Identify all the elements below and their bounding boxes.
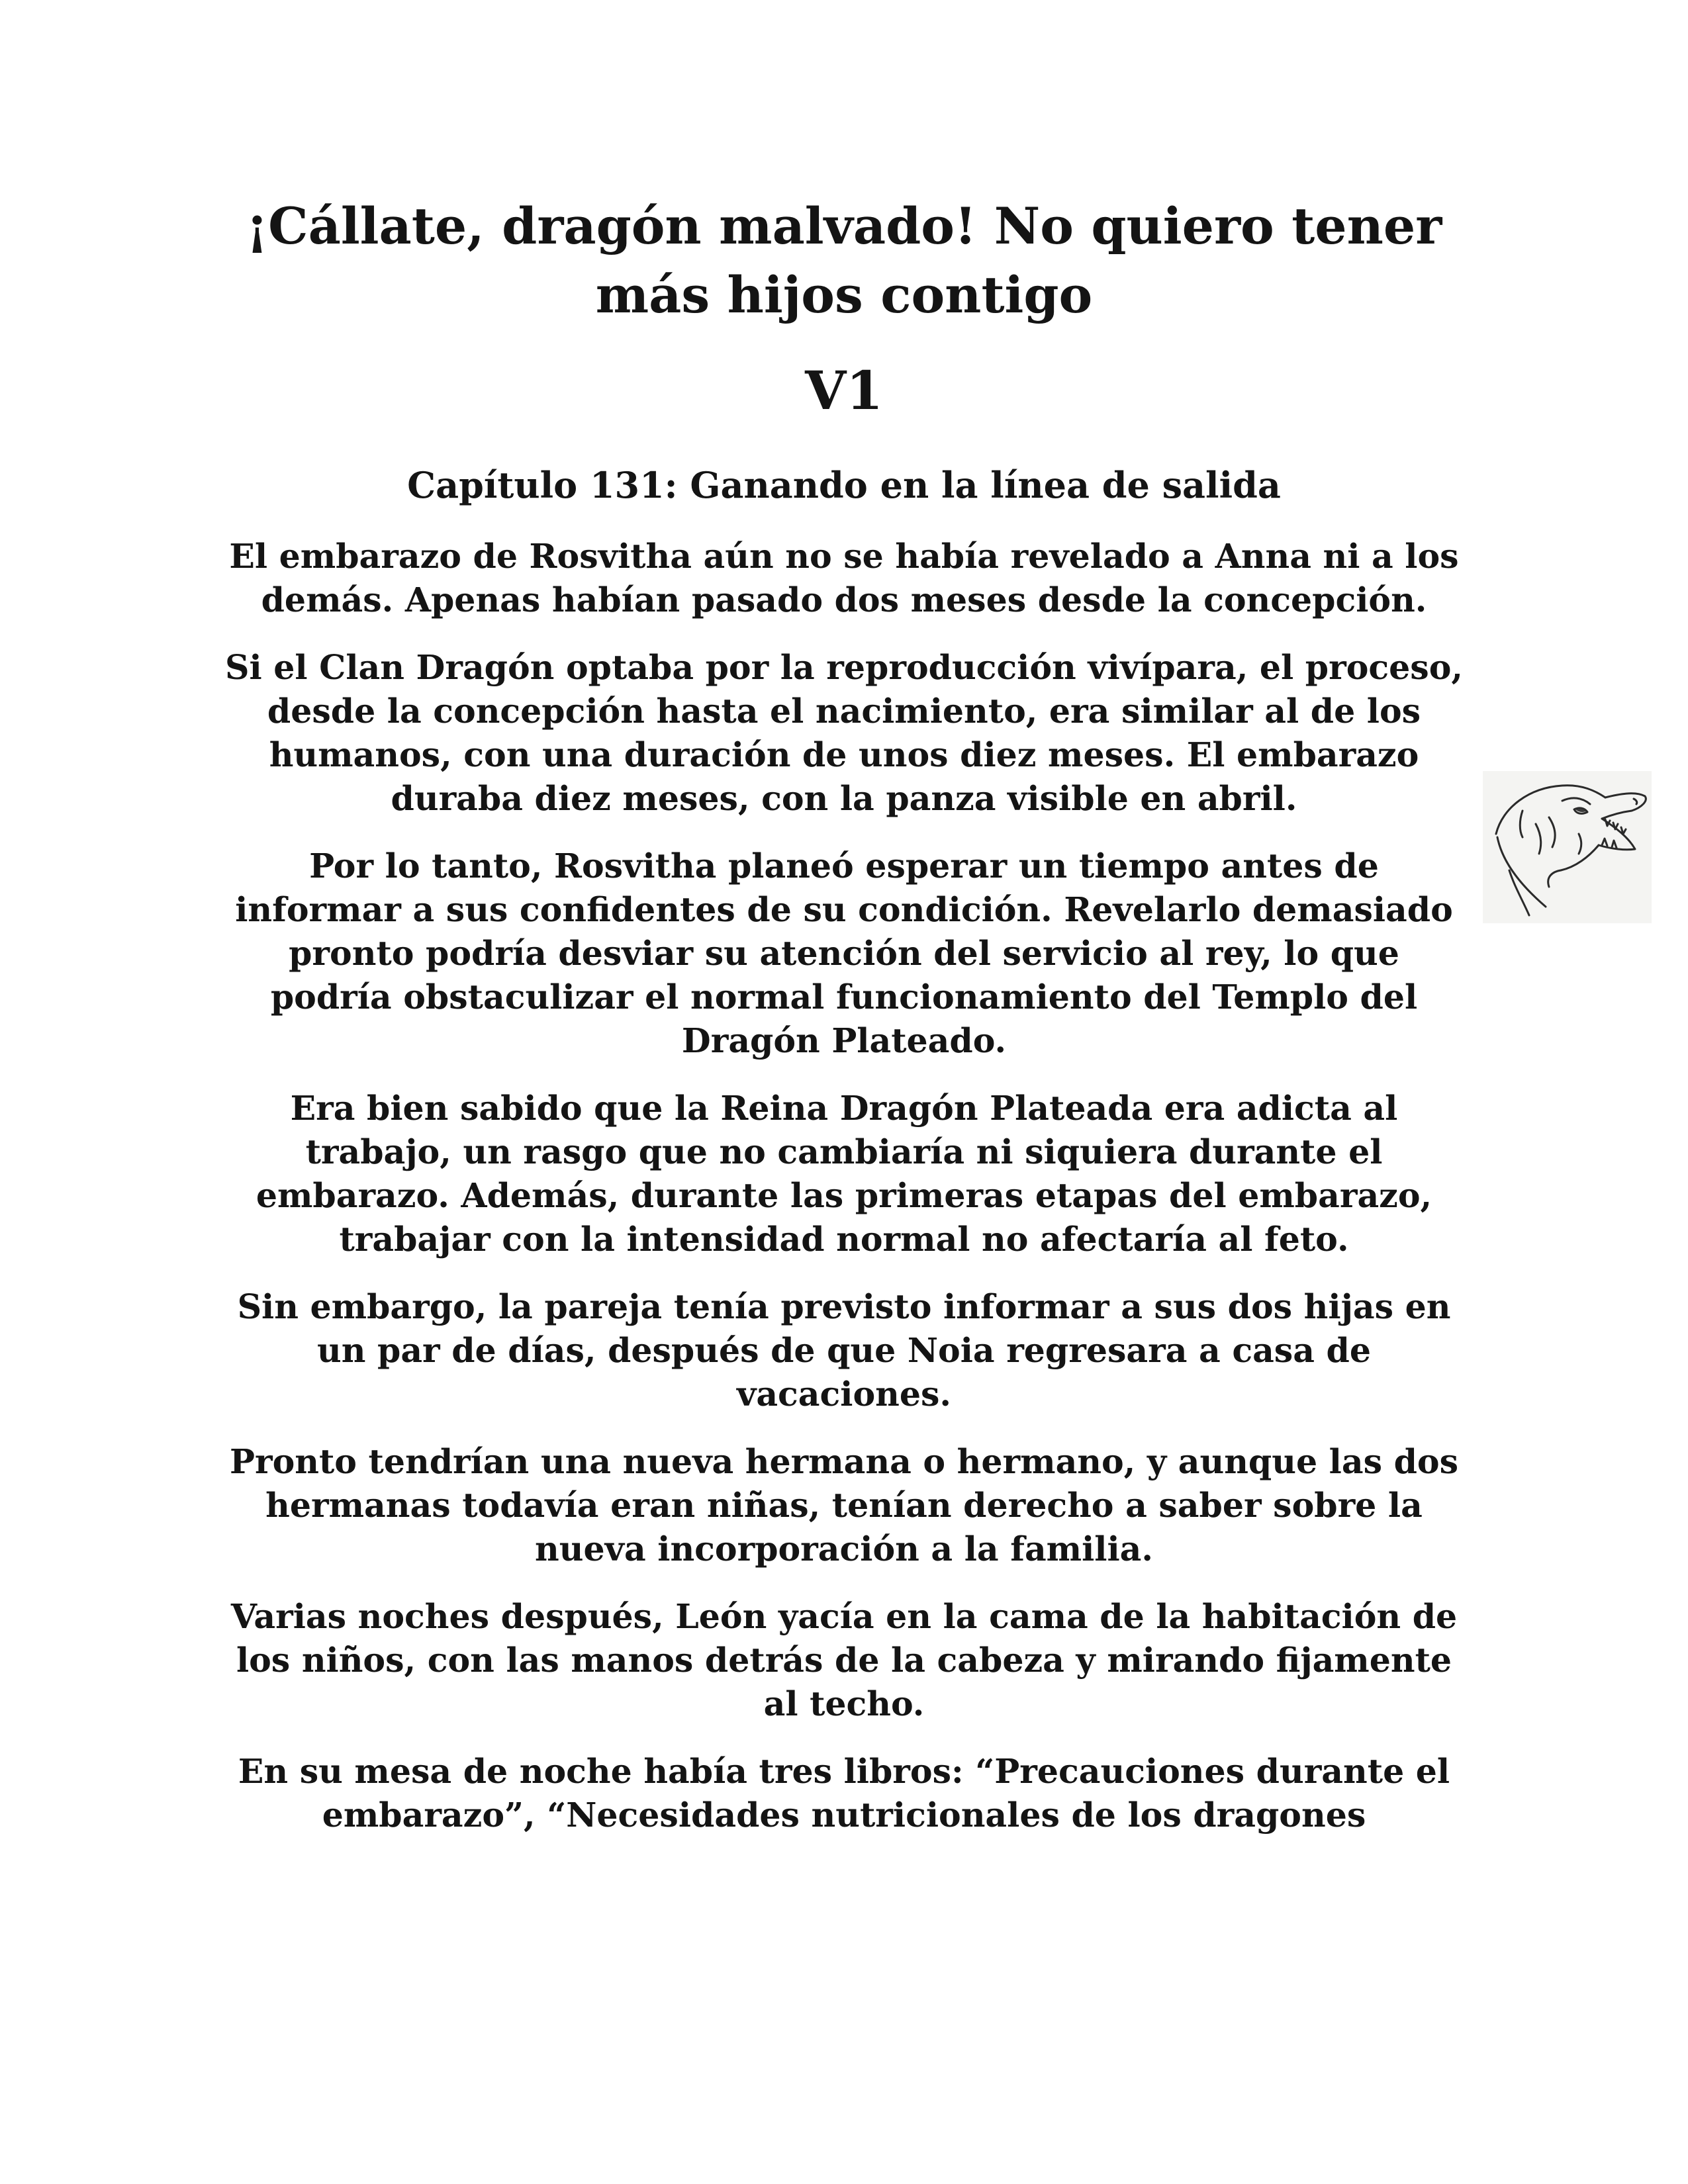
volume-label: V1 xyxy=(805,359,883,422)
paragraph-1: El embarazo de Rosvitha aún no se había revelado a Anna ni a los demás. Apenas habían pasado dos meses desde la concepción. xyxy=(229,537,1459,619)
paragraph-4: Era bien sabido que la Reina Dragón Plateada era adicta al trabajo, un rasgo que no cambiaría ni siquiera durante el embarazo. Además, durante las primeras etapas del embarazo, trabajar con la intensidad normal no afectaría al feto. xyxy=(256,1089,1432,1259)
paragraph-3: Por lo tanto, Rosvitha planeó esperar un tiempo antes de informar a sus confidentes de su condición. Revelarlo demasiado pronto podría desviar su atención del servicio al rey, lo que podría obstaculizar el normal funcionamiento del Templo del Dragón Plateado. xyxy=(235,846,1453,1060)
paragraph-7: Varias noches después, León yacía en la cama de la habitación de los niños, con las manos detrás de la cabeza y mirando fijamente al techo. xyxy=(230,1597,1458,1723)
chapter-heading: Capítulo 131: Ganando en la línea de salida xyxy=(407,464,1281,506)
paragraph-5: Sin embargo, la pareja tenía previsto informar a sus dos hijas en un par de días, después de que Noia regresara a casa de vacaciones. xyxy=(237,1287,1451,1414)
page-content xyxy=(225,192,1463,1837)
paragraph-2: Si el Clan Dragón optaba por la reproducción vivípara, el proceso, desde la concepción hasta el nacimiento, era similar al de los humanos, con una duración de unos diez meses. El embarazo duraba diez meses, con la panza visible en abril. xyxy=(225,648,1463,818)
paragraph-6: Pronto tendrían una nueva hermana o hermano, y aunque las dos hermanas todavía eran niñas, tenían derecho a saber sobre la nueva incorporación a la familia. xyxy=(229,1442,1459,1569)
dragon-head-sketch-icon xyxy=(1483,771,1652,923)
book-title: ¡Cállate, dragón malvado! No quiero tener más hijos contigo xyxy=(246,197,1442,324)
paragraph-8: En su mesa de noche había tres libros: “Precauciones durante el embarazo”, “Necesidades nutricionales de los dragones xyxy=(238,1752,1450,1835)
